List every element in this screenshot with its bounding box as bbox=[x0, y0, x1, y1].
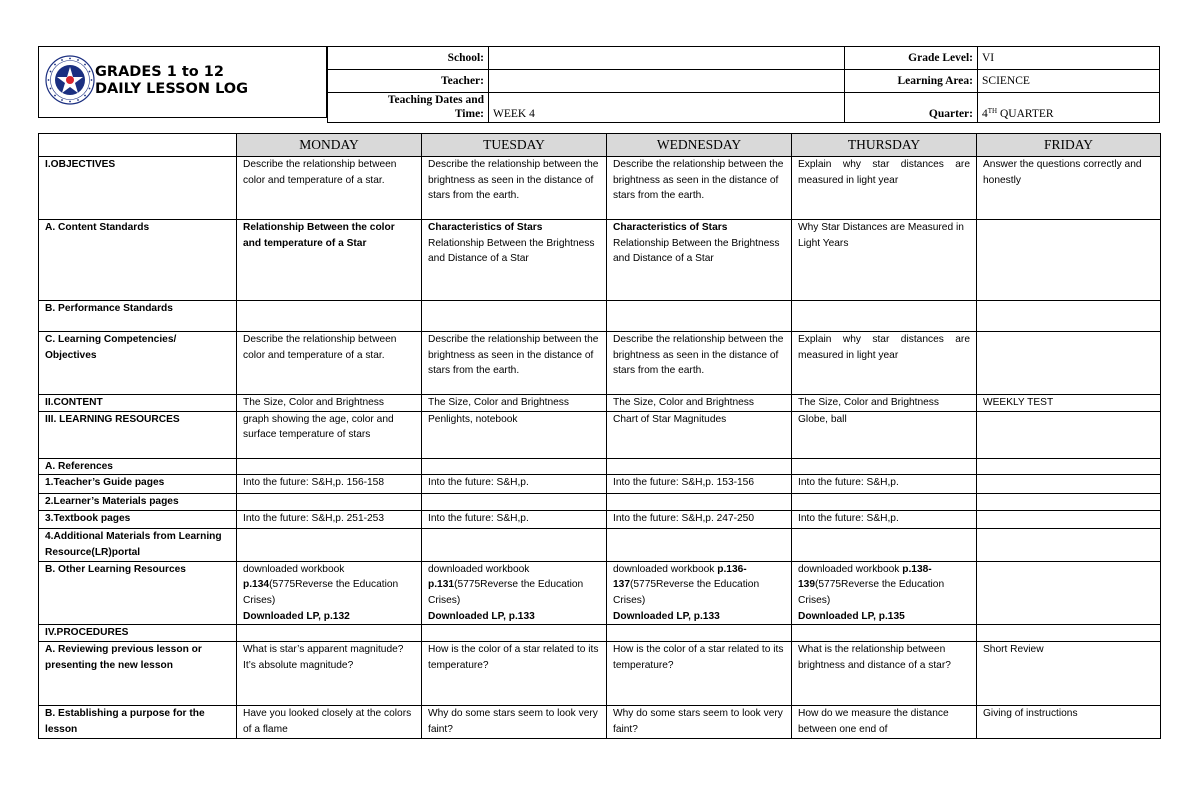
other-resources-friday bbox=[977, 561, 1161, 625]
content-tuesday: The Size, Color and Brightness bbox=[422, 395, 607, 412]
row-label-learners-materials: 2.Learner’s Materials pages bbox=[39, 494, 237, 511]
row-label-content: II.CONTENT bbox=[39, 395, 237, 412]
grade-level-value: VI bbox=[978, 47, 1160, 70]
workbook-text: downloaded workbook bbox=[428, 563, 530, 575]
references-monday bbox=[237, 458, 422, 475]
performance-standards-wednesday bbox=[607, 301, 792, 332]
row-label-teachers-guide: 1.Teacher’s Guide pages bbox=[39, 475, 237, 494]
references-thursday bbox=[792, 458, 977, 475]
row-label-content-standards: A. Content Standards bbox=[39, 220, 237, 301]
learners-materials-wednesday bbox=[607, 494, 792, 511]
establishing-friday: Giving of instructions bbox=[977, 706, 1161, 739]
competencies-wednesday: Describe the relationship between the brightness as seen in the distance of stars from the earth. bbox=[607, 332, 792, 395]
school-value bbox=[489, 47, 845, 70]
table-row bbox=[39, 529, 1161, 561]
content-monday: The Size, Color and Brightness bbox=[237, 395, 422, 412]
table-row bbox=[39, 642, 1161, 706]
table-row bbox=[39, 395, 1161, 412]
competencies-friday bbox=[977, 332, 1161, 395]
row-label-reviewing: A. Reviewing previous lesson or presenting the new lesson bbox=[39, 642, 237, 706]
procedures-friday bbox=[977, 625, 1161, 642]
objectives-tuesday: Describe the relationship between the brightness as seen in the distance of stars from the earth. bbox=[422, 157, 607, 220]
day-header-monday: MONDAY bbox=[237, 134, 422, 157]
downloaded-lp: Downloaded LP, p.135 bbox=[798, 610, 905, 622]
procedures-monday bbox=[237, 625, 422, 642]
other-resources-tuesday bbox=[422, 561, 607, 625]
objectives-wednesday: Describe the relationship between the brightness as seen in the distance of stars from the earth. bbox=[607, 157, 792, 220]
teacher-label: Teacher: bbox=[328, 70, 489, 93]
downloaded-lp: Downloaded LP, p.132 bbox=[243, 610, 350, 622]
establishing-monday: Have you looked closely at the colors of a flame bbox=[237, 706, 422, 739]
row-label-objectives: I.OBJECTIVES bbox=[39, 157, 237, 220]
additional-materials-monday bbox=[237, 529, 422, 561]
header-title-box bbox=[38, 46, 327, 118]
learners-materials-thursday bbox=[792, 494, 977, 511]
teachers-guide-tuesday: Into the future: S&H,p. bbox=[422, 475, 607, 494]
downloaded-lp: Downloaded LP, p.133 bbox=[428, 610, 535, 622]
references-wednesday bbox=[607, 458, 792, 475]
day-header-friday: FRIDAY bbox=[977, 134, 1161, 157]
table-row bbox=[39, 458, 1161, 475]
content-wednesday: The Size, Color and Brightness bbox=[607, 395, 792, 412]
row-label-additional-materials: 4.Additional Materials from Learning Resource(LR)portal bbox=[39, 529, 237, 561]
teaching-dates-label bbox=[328, 93, 489, 123]
learning-resources-tuesday: Penlights, notebook bbox=[422, 411, 607, 458]
workbook-source: (5775Reverse the Education Crises) bbox=[798, 579, 945, 606]
additional-materials-tuesday bbox=[422, 529, 607, 561]
teacher-value bbox=[489, 70, 845, 93]
performance-standards-friday bbox=[977, 301, 1161, 332]
establishing-tuesday: Why do some stars seem to look very faint? bbox=[422, 706, 607, 739]
teachers-guide-monday: Into the future: S&H,p. 156-158 bbox=[237, 475, 422, 494]
content-standards-tuesday-title: Characteristics of Stars bbox=[428, 222, 543, 233]
competencies-thursday: Explain why star distances are measured in light year bbox=[792, 332, 977, 395]
quarter-number: 4 bbox=[982, 108, 988, 120]
table-row bbox=[39, 332, 1161, 395]
textbook-tuesday: Into the future: S&H,p. bbox=[422, 511, 607, 529]
row-label-performance-standards: B. Performance Standards bbox=[39, 301, 237, 332]
learning-area-value: SCIENCE bbox=[978, 70, 1160, 93]
procedures-thursday bbox=[792, 625, 977, 642]
learners-materials-tuesday bbox=[422, 494, 607, 511]
content-standards-monday-title: Relationship Between the color and temperature of a Star bbox=[243, 222, 395, 249]
textbook-thursday: Into the future: S&H,p. bbox=[792, 511, 977, 529]
objectives-monday: Describe the relationship between color and temperature of a star. bbox=[237, 157, 422, 220]
header-info-table bbox=[327, 46, 1160, 123]
title-line-2: DAILY LESSON LOG bbox=[95, 81, 249, 97]
day-header-row bbox=[39, 134, 1161, 157]
content-thursday: The Size, Color and Brightness bbox=[792, 395, 977, 412]
references-friday bbox=[977, 458, 1161, 475]
objectives-friday: Answer the questions correctly and honestly bbox=[977, 157, 1161, 220]
day-header-wednesday: WEDNESDAY bbox=[607, 134, 792, 157]
content-friday: WEEKLY TEST bbox=[977, 395, 1161, 412]
quarter-suffix: TH bbox=[987, 107, 998, 115]
workbook-page: p.131 bbox=[428, 579, 455, 591]
content-standards-tuesday-text: Relationship Between the Brightness and Distance of a Star bbox=[428, 237, 595, 265]
header-title bbox=[95, 64, 248, 98]
corner-cell bbox=[39, 134, 237, 157]
additional-materials-wednesday bbox=[607, 529, 792, 561]
daily-lesson-log-table bbox=[38, 133, 1161, 739]
workbook-source: (5775Reverse the Education Crises) bbox=[243, 579, 399, 606]
textbook-friday bbox=[977, 511, 1161, 529]
table-row bbox=[39, 157, 1161, 220]
learning-resources-thursday: Globe, ball bbox=[792, 411, 977, 458]
workbook-text: downloaded workbook bbox=[798, 563, 903, 575]
teaching-dates-value: WEEK 4 bbox=[489, 93, 845, 123]
workbook-source: (5775Reverse the Education Crises) bbox=[613, 579, 760, 606]
teachers-guide-thursday: Into the future: S&H,p. bbox=[792, 475, 977, 494]
quarter-text: QUARTER bbox=[997, 108, 1054, 120]
learning-resources-friday bbox=[977, 411, 1161, 458]
other-resources-wednesday bbox=[607, 561, 792, 625]
performance-standards-monday bbox=[237, 301, 422, 332]
textbook-monday: Into the future: S&H,p. 251-253 bbox=[237, 511, 422, 529]
content-standards-wednesday-title: Characteristics of Stars bbox=[613, 222, 728, 233]
downloaded-lp: Downloaded LP, p.133 bbox=[613, 610, 720, 622]
content-standards-wednesday bbox=[607, 220, 792, 301]
competencies-monday: Describe the relationship between color and temperature of a star. bbox=[237, 332, 422, 395]
table-row bbox=[39, 706, 1161, 739]
learning-area-label: Learning Area: bbox=[845, 70, 978, 93]
teaching-dates-label-line1: Teaching Dates and bbox=[387, 94, 484, 106]
other-resources-monday bbox=[237, 561, 422, 625]
deped-seal-icon bbox=[45, 55, 95, 105]
reviewing-tuesday: How is the color of a star related to its temperature? bbox=[422, 642, 607, 706]
learners-materials-friday bbox=[977, 494, 1161, 511]
teachers-guide-wednesday: Into the future: S&H,p. 153-156 bbox=[607, 475, 792, 494]
row-label-textbook: 3.Textbook pages bbox=[39, 511, 237, 529]
reviewing-monday: What is star’s apparent magnitude? It’s absolute magnitude? bbox=[237, 642, 422, 706]
additional-materials-friday bbox=[977, 529, 1161, 561]
objectives-thursday: Explain why star distances are measured in light year bbox=[792, 157, 977, 220]
day-header-tuesday: TUESDAY bbox=[422, 134, 607, 157]
references-tuesday bbox=[422, 458, 607, 475]
workbook-text: downloaded workbook bbox=[243, 563, 345, 575]
reviewing-thursday: What is the relationship between brightness and distance of a star? bbox=[792, 642, 977, 706]
content-standards-monday bbox=[237, 220, 422, 301]
table-row bbox=[39, 625, 1161, 642]
content-standards-thursday: Why Star Distances are Measured in Light Years bbox=[792, 220, 977, 301]
workbook-page: p.138-139 bbox=[798, 563, 932, 591]
table-row bbox=[39, 220, 1161, 301]
workbook-text: downloaded workbook bbox=[613, 563, 718, 575]
grade-level-label: Grade Level: bbox=[845, 47, 978, 70]
learning-resources-wednesday: Chart of Star Magnitudes bbox=[607, 411, 792, 458]
content-standards-wednesday-text: Relationship Between the Brightness and Distance of a Star bbox=[613, 237, 780, 265]
row-label-learning-competencies: C. Learning Competencies/ Objectives bbox=[39, 332, 237, 395]
table-row bbox=[39, 511, 1161, 529]
textbook-wednesday: Into the future: S&H,p. 247-250 bbox=[607, 511, 792, 529]
competencies-tuesday: Describe the relationship between the brightness as seen in the distance of stars from the earth. bbox=[422, 332, 607, 395]
quarter-label: Quarter: bbox=[845, 93, 978, 123]
content-standards-tuesday bbox=[422, 220, 607, 301]
row-label-procedures: IV.PROCEDURES bbox=[39, 625, 237, 642]
performance-standards-tuesday bbox=[422, 301, 607, 332]
additional-materials-thursday bbox=[792, 529, 977, 561]
establishing-wednesday: Why do some stars seem to look very faint? bbox=[607, 706, 792, 739]
day-header-thursday: THURSDAY bbox=[792, 134, 977, 157]
learners-materials-monday bbox=[237, 494, 422, 511]
teachers-guide-friday bbox=[977, 475, 1161, 494]
row-label-learning-resources: III. LEARNING RESOURCES bbox=[39, 411, 237, 458]
title-line-1: GRADES 1 to 12 bbox=[95, 64, 224, 80]
performance-standards-thursday bbox=[792, 301, 977, 332]
teaching-dates-label-line2: Time: bbox=[454, 108, 484, 120]
other-resources-thursday bbox=[792, 561, 977, 625]
workbook-page: p.136-137 bbox=[613, 563, 747, 591]
procedures-wednesday bbox=[607, 625, 792, 642]
learning-resources-monday: graph showing the age, color and surface temperature of stars bbox=[237, 411, 422, 458]
school-label: School: bbox=[328, 47, 489, 70]
content-standards-friday bbox=[977, 220, 1161, 301]
establishing-thursday: How do we measure the distance between one end of bbox=[792, 706, 977, 739]
table-row bbox=[39, 475, 1161, 494]
row-label-other-resources: B. Other Learning Resources bbox=[39, 561, 237, 625]
table-row bbox=[39, 411, 1161, 458]
quarter-value bbox=[978, 93, 1160, 123]
row-label-establishing: B. Establishing a purpose for the lesson bbox=[39, 706, 237, 739]
table-row bbox=[39, 494, 1161, 511]
table-row bbox=[39, 561, 1161, 625]
workbook-page: p.134 bbox=[243, 579, 270, 591]
row-label-references: A. References bbox=[39, 458, 237, 475]
reviewing-friday: Short Review bbox=[977, 642, 1161, 706]
table-row bbox=[39, 301, 1161, 332]
workbook-source: (5775Reverse the Education Crises) bbox=[428, 579, 584, 606]
reviewing-wednesday: How is the color of a star related to its temperature? bbox=[607, 642, 792, 706]
procedures-tuesday bbox=[422, 625, 607, 642]
